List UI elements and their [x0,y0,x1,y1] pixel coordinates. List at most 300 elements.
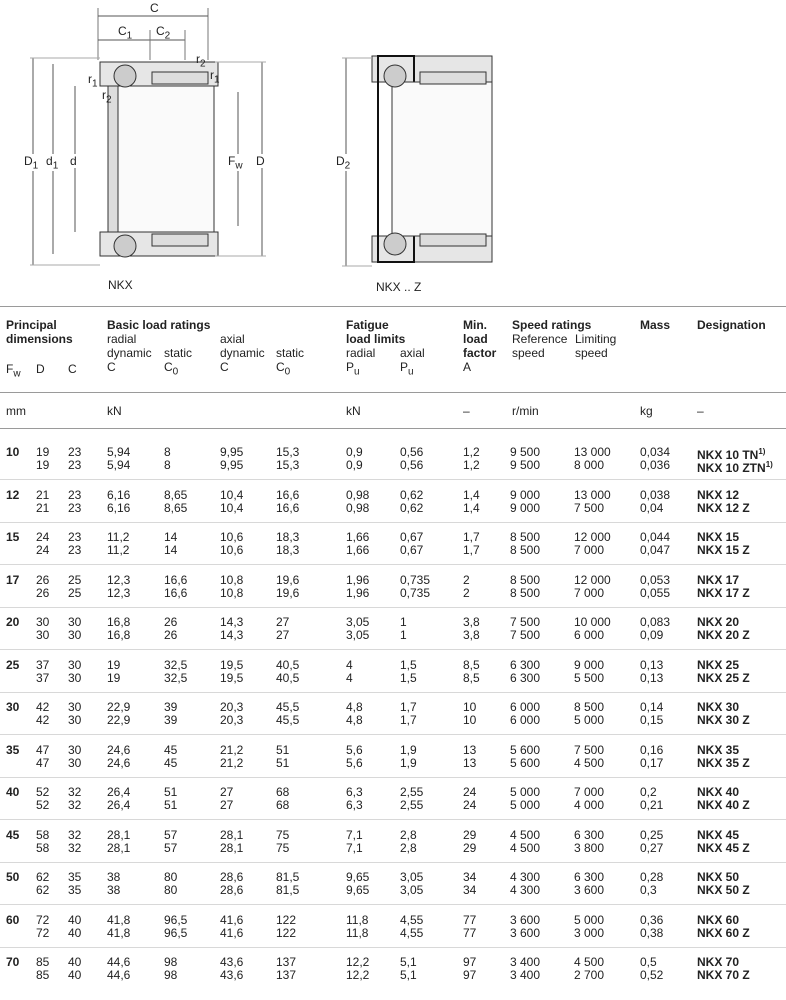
cell-dyn-C: 12,3 [107,585,131,600]
cell-axial-dyn: 19,5 [220,670,244,685]
cell-D: 26 [36,572,50,587]
cell-static-C0: 98 [164,955,178,969]
cell-pu-radial: 1,66 [346,530,370,544]
cell-designation [697,714,750,726]
cell-min-load: 2 [463,572,470,587]
cell-lim-speed: 13 000 [574,487,611,502]
cell-min-load: 1,4 [463,500,480,515]
cell-pu-radial: 0,98 [346,487,370,502]
cell-dyn-C: 11,2 [107,543,130,557]
cell-lim-speed: 3 000 [574,925,605,940]
cell-ref-speed: 5 600 [510,742,541,757]
cell-dyn-C: 44,6 [107,955,131,969]
cell-C: 23 [68,500,82,515]
cell-min-load: 97 [463,968,477,982]
designation-text: NKX 60 Z [697,925,750,940]
cell-dyn-C: 41,8 [107,925,131,940]
label-C1: $C_1$ [118,24,133,42]
cell-mass: 0,13 [640,670,664,685]
cell-C: 35 [68,870,82,884]
cell-pu-axial: 1,9 [400,755,417,770]
label-r1-left: $r_1$ [88,72,98,90]
cell-mass: 0,036 [640,458,671,472]
sym-Fw: $F_w$ [6,362,21,380]
cell-C: 32 [68,840,82,855]
cell-static-C0: 16,6 [164,585,188,600]
cell-C: 35 [68,883,82,897]
designation-text: NKX 60 [697,912,740,927]
cell-static-C0: 80 [164,883,178,897]
cell-min-load: 10 [463,713,477,727]
cell-lim-speed: 6 300 [574,870,605,884]
cell-dyn-C: 16,8 [107,628,131,642]
table-row [0,574,786,587]
cell-dyn-C: 22,9 [107,700,131,714]
cell-axial-static: 81,5 [276,870,300,884]
cell-mass: 0,38 [640,925,664,940]
cell-static-C0: 51 [164,798,178,812]
cell-D: 52 [36,798,50,812]
cell-min-load: 3,8 [463,615,480,629]
cell-D: 42 [36,713,50,727]
cell-designation [697,531,739,543]
cell-axial-dyn: 21,2 [220,742,244,757]
hdr-load-limits: load limits [346,332,406,346]
cell-axial-dyn: 43,6 [220,955,244,969]
cell-ref-speed: 9 500 [510,458,541,472]
cell-C: 30 [68,713,82,727]
cell-D: 30 [36,628,50,642]
cell-mass: 0,16 [640,742,664,757]
cell-pu-axial: 1 [400,628,407,642]
cell-ref-speed: 9 000 [510,500,541,515]
designation-text: NKX 25 [697,657,740,672]
cell-static-C0: 32,5 [164,670,188,685]
designation-text: NKX 10 TN [697,448,759,462]
cell-D: 85 [36,968,50,982]
cell-pu-axial: 1,9 [400,742,417,757]
cell-static-C0: 45 [164,742,178,757]
cell-pu-radial: 5,6 [346,742,363,757]
cell-axial-static: 18,3 [276,530,300,544]
cell-C: 23 [68,458,82,472]
cell-designation [697,842,750,854]
caption-nkxz: NKX .. Z [376,280,422,294]
cell-Fw: 20 [6,615,20,629]
cell-designation [697,914,739,926]
cell-C: 32 [68,827,82,842]
cell-pu-radial: 9,65 [346,870,370,884]
cell-C: 40 [68,968,82,982]
unit-mm: mm [6,404,26,418]
cell-axial-dyn: 20,3 [220,700,244,714]
cell-D: 62 [36,883,50,897]
cell-designation [697,587,750,599]
header-rule [0,392,786,393]
cell-mass: 0,3 [640,883,657,897]
hdr-axial: axial [220,332,245,346]
cell-min-load: 13 [463,742,477,757]
cell-pu-radial: 0,9 [346,458,363,472]
designation-text: NKX 40 [697,785,740,799]
cell-mass: 0,27 [640,840,664,855]
cell-static-C0: 80 [164,870,178,884]
cell-min-load: 10 [463,700,477,714]
row-separator [0,947,786,948]
cell-axial-dyn: 10,8 [220,572,244,587]
cell-static-C0: 14 [164,530,178,544]
cell-C: 25 [68,572,82,587]
cell-C: 25 [68,585,82,600]
cell-pu-axial: 1 [400,615,407,629]
cell-pu-radial: 1,96 [346,585,370,600]
row-separator [0,692,786,693]
cell-C: 30 [68,700,82,714]
cell-axial-static: 40,5 [276,670,300,685]
cell-lim-speed: 7 500 [574,500,605,515]
cell-D: 19 [36,445,50,459]
table-row [0,714,786,727]
cell-axial-static: 18,3 [276,543,300,557]
cell-axial-static: 68 [276,798,290,812]
cell-static-C0: 96,5 [164,925,188,940]
cell-pu-radial: 3,05 [346,628,370,642]
cell-pu-axial: 0,56 [400,445,424,459]
table-row [0,458,786,475]
cell-designation [697,489,739,501]
table-row [0,672,786,685]
cell-lim-speed: 4 500 [574,955,605,969]
cell-static-C0: 32,5 [164,657,188,672]
cell-D: 52 [36,785,50,799]
cell-mass: 0,21 [640,798,664,812]
cell-static-C0: 96,5 [164,912,188,927]
hdr-speed-ratings: Speed ratings [512,318,592,332]
cell-lim-speed: 5 000 [574,912,605,927]
cell-pu-axial: 0,735 [400,585,431,600]
cell-axial-static: 75 [276,840,290,855]
cell-ref-speed: 4 300 [510,870,541,884]
cell-static-C0: 8,65 [164,487,188,502]
cell-ref-speed: 9 500 [510,445,541,459]
cell-axial-static: 75 [276,827,290,842]
cell-lim-speed: 13 000 [574,445,611,459]
table-row [0,587,786,600]
cell-ref-speed: 3 600 [510,925,541,940]
cell-designation [697,884,750,896]
cell-D: 21 [36,500,50,515]
cell-lim-speed: 7 000 [574,785,605,799]
cell-mass: 0,17 [640,755,664,770]
table-row [0,502,786,515]
cell-axial-static: 19,6 [276,585,300,600]
cell-C: 30 [68,628,82,642]
cell-dyn-C: 24,6 [107,742,131,757]
cell-mass: 0,038 [640,487,671,502]
hdr-ref-speed: speed [512,346,545,360]
table-row [0,659,786,672]
cell-pu-radial: 0,98 [346,500,370,515]
row-separator [0,649,786,650]
cell-pu-axial: 1,5 [400,657,417,672]
cell-axial-static: 15,3 [276,458,300,472]
cell-axial-static: 122 [276,925,297,940]
cell-dyn-C: 6,16 [107,487,131,502]
hdr-designation: Designation [697,318,766,332]
cell-pu-radial: 5,6 [346,755,363,770]
cell-ref-speed: 3 400 [510,968,541,982]
cell-designation [697,672,750,684]
cell-mass: 0,28 [640,870,664,884]
table-row [0,544,786,557]
cell-axial-static: 45,5 [276,713,300,727]
cell-D: 58 [36,827,50,842]
cell-axial-dyn: 10,4 [220,500,244,515]
cell-dyn-C: 28,1 [107,827,131,842]
cell-axial-static: 51 [276,755,290,770]
cell-dyn-C: 5,94 [107,458,131,472]
cell-pu-radial: 12,2 [346,955,370,969]
cell-pu-axial: 0,67 [400,530,424,544]
cell-mass: 0,13 [640,657,664,672]
cell-designation [697,799,750,811]
cell-pu-radial: 11,8 [346,925,369,940]
cell-designation [697,757,750,769]
hdr-mass: Mass [640,318,671,332]
cell-pu-axial: 1,5 [400,670,417,685]
cell-designation [697,574,739,586]
cell-designation [697,629,750,641]
hdr-basic-load: Basic load ratings [107,318,211,332]
cell-Fw: 45 [6,827,20,842]
row-separator [0,862,786,863]
cell-designation [697,786,739,798]
cell-ref-speed: 5 000 [510,785,541,799]
table-row [0,829,786,842]
cell-C: 30 [68,755,82,770]
label-Fw: $F_w$ [228,154,243,172]
cell-pu-axial: 4,55 [400,925,424,940]
cell-C: 23 [68,543,82,557]
cell-pu-radial: 3,05 [346,615,370,629]
cell-pu-axial: 0,67 [400,543,424,557]
cell-C: 40 [68,912,82,927]
cell-min-load: 1,2 [463,445,480,459]
cell-pu-radial: 7,1 [346,840,363,855]
cell-min-load: 29 [463,840,477,855]
cell-D: 72 [36,912,50,927]
label-D1: $D_1$ [24,154,39,172]
cell-dyn-C: 19 [107,670,121,685]
cell-axial-dyn: 10,6 [220,543,244,557]
cell-ref-speed: 8 500 [510,543,541,557]
cell-static-C0: 26 [164,615,178,629]
table-top-rule [0,306,786,307]
cell-pu-radial: 12,2 [346,968,370,982]
table-row [0,489,786,502]
cell-pu-axial: 5,1 [400,955,417,969]
cell-axial-dyn: 20,3 [220,713,244,727]
hdr-factor: factor [463,346,497,360]
designation-text: NKX 15 Z [697,543,750,557]
designation-text: NKX 45 Z [697,840,750,855]
cell-axial-dyn: 21,2 [220,755,244,770]
cell-lim-speed: 2 700 [574,968,605,982]
cell-axial-static: 15,3 [276,445,300,459]
cell-Fw: 30 [6,700,20,714]
row-separator [0,479,786,480]
cell-Fw: 35 [6,742,20,757]
cell-ref-speed: 5 600 [510,755,541,770]
cell-ref-speed: 3 600 [510,912,541,927]
cell-pu-radial: 4,8 [346,700,363,714]
label-d1: $d_1$ [46,154,59,172]
cell-lim-speed: 7 000 [574,543,605,557]
cell-ref-speed: 8 500 [510,585,541,600]
cell-dyn-C: 38 [107,883,121,897]
hdr-limiting: Limiting [575,332,617,346]
footnote-mark: 1) [758,447,766,456]
cell-static-C0: 57 [164,840,178,855]
cell-Fw: 25 [6,657,20,672]
sym-C0: $C_0$ [164,360,179,378]
cell-mass: 0,36 [640,912,664,927]
designation-text: NKX 20 Z [697,628,750,642]
cell-pu-radial: 4 [346,670,353,685]
cell-Fw: 12 [6,487,20,502]
unit-dash: – [463,404,470,418]
cell-min-load: 34 [463,883,477,897]
row-separator [0,522,786,523]
cell-dyn-C: 38 [107,870,121,884]
cell-ref-speed: 3 400 [510,955,541,969]
cell-min-load: 3,8 [463,628,480,642]
cell-ref-speed: 4 500 [510,827,541,842]
row-separator [0,819,786,820]
cell-mass: 0,04 [640,500,664,515]
row-separator [0,607,786,608]
cell-pu-radial: 4,8 [346,713,363,727]
hdr-radial: radial [107,332,137,346]
designation-text: NKX 15 [697,530,740,544]
cell-Fw: 17 [6,572,20,587]
cell-C: 40 [68,955,82,969]
cell-static-C0: 8,65 [164,500,188,515]
cell-min-load: 1,2 [463,458,480,472]
cell-axial-dyn: 9,95 [220,445,244,459]
designation-text: NKX 40 Z [697,798,750,812]
cell-D: 47 [36,742,50,757]
cell-axial-dyn: 9,95 [220,458,244,472]
cell-pu-axial: 3,05 [400,870,424,884]
table-row [0,799,786,812]
unit-kg: kg [640,404,653,418]
unit-kN: kN [107,404,122,418]
hdr-fatigue: Fatigue [346,318,389,332]
hdr-min: Min. [463,318,487,332]
cell-mass: 0,52 [640,968,664,982]
cell-designation [697,502,750,514]
cell-mass: 0,14 [640,700,664,714]
designation-text: NKX 35 [697,742,740,757]
label-d: d [70,154,77,168]
cell-pu-axial: 2,55 [400,798,424,812]
table-row [0,744,786,757]
table-row [0,927,786,940]
cell-axial-static: 19,6 [276,572,300,587]
sym-Pu-axial: $P_u$ [400,360,414,378]
hdr-dynamic-axial: dynamic [220,346,265,360]
cell-axial-dyn: 14,3 [220,615,244,629]
cell-D: 62 [36,870,50,884]
cell-axial-static: 81,5 [276,883,300,897]
hdr-dynamic: dynamic [107,346,152,360]
cell-ref-speed: 5 000 [510,798,541,812]
cell-axial-dyn: 27 [220,798,234,812]
cell-designation [697,927,750,939]
cell-lim-speed: 6 300 [574,827,605,842]
designation-text: NKX 50 [697,870,740,884]
designation-text: NKX 45 [697,827,740,842]
cell-static-C0: 98 [164,968,178,982]
cell-Fw: 40 [6,785,20,799]
cell-dyn-C: 28,1 [107,840,131,855]
cell-D: 26 [36,585,50,600]
cell-D: 58 [36,840,50,855]
label-C: C [150,1,159,15]
cell-lim-speed: 8 500 [574,700,605,714]
cell-pu-axial: 4,55 [400,912,424,927]
table-row [0,884,786,897]
row-separator [0,564,786,565]
cell-min-load: 34 [463,870,477,884]
cell-designation [697,544,750,556]
table-row [0,757,786,770]
cell-min-load: 29 [463,827,477,842]
cell-axial-static: 137 [276,955,297,969]
label-C2: $C_2$ [156,24,171,42]
cell-mass: 0,044 [640,530,671,544]
cell-pu-axial: 5,1 [400,968,417,982]
cell-ref-speed: 4 500 [510,840,541,855]
sym-A: A [463,360,472,374]
footnote-mark: 1) [765,460,773,469]
cell-axial-static: 68 [276,785,290,799]
cell-pu-axial: 3,05 [400,883,424,897]
cell-designation [697,829,739,841]
cell-mass: 0,15 [640,713,664,727]
row-separator [0,777,786,778]
cell-D: 37 [36,670,50,685]
cell-axial-static: 137 [276,968,297,982]
cell-D: 42 [36,700,50,714]
cell-C: 30 [68,657,82,672]
hdr-lim-speed: speed [575,346,608,360]
cell-min-load: 1,7 [463,530,480,544]
cell-lim-speed: 6 000 [574,628,605,642]
cell-min-load: 8,5 [463,657,480,672]
label-r2-left: $r_2$ [102,88,112,106]
cell-axial-dyn: 28,1 [220,827,244,842]
cell-D: 21 [36,487,50,502]
cell-min-load: 8,5 [463,670,480,685]
cell-pu-axial: 0,62 [400,500,424,515]
cell-axial-dyn: 10,4 [220,487,244,502]
label-D: D [256,154,265,168]
cell-D: 85 [36,955,50,969]
cell-D: 19 [36,458,50,472]
cell-min-load: 24 [463,785,477,799]
